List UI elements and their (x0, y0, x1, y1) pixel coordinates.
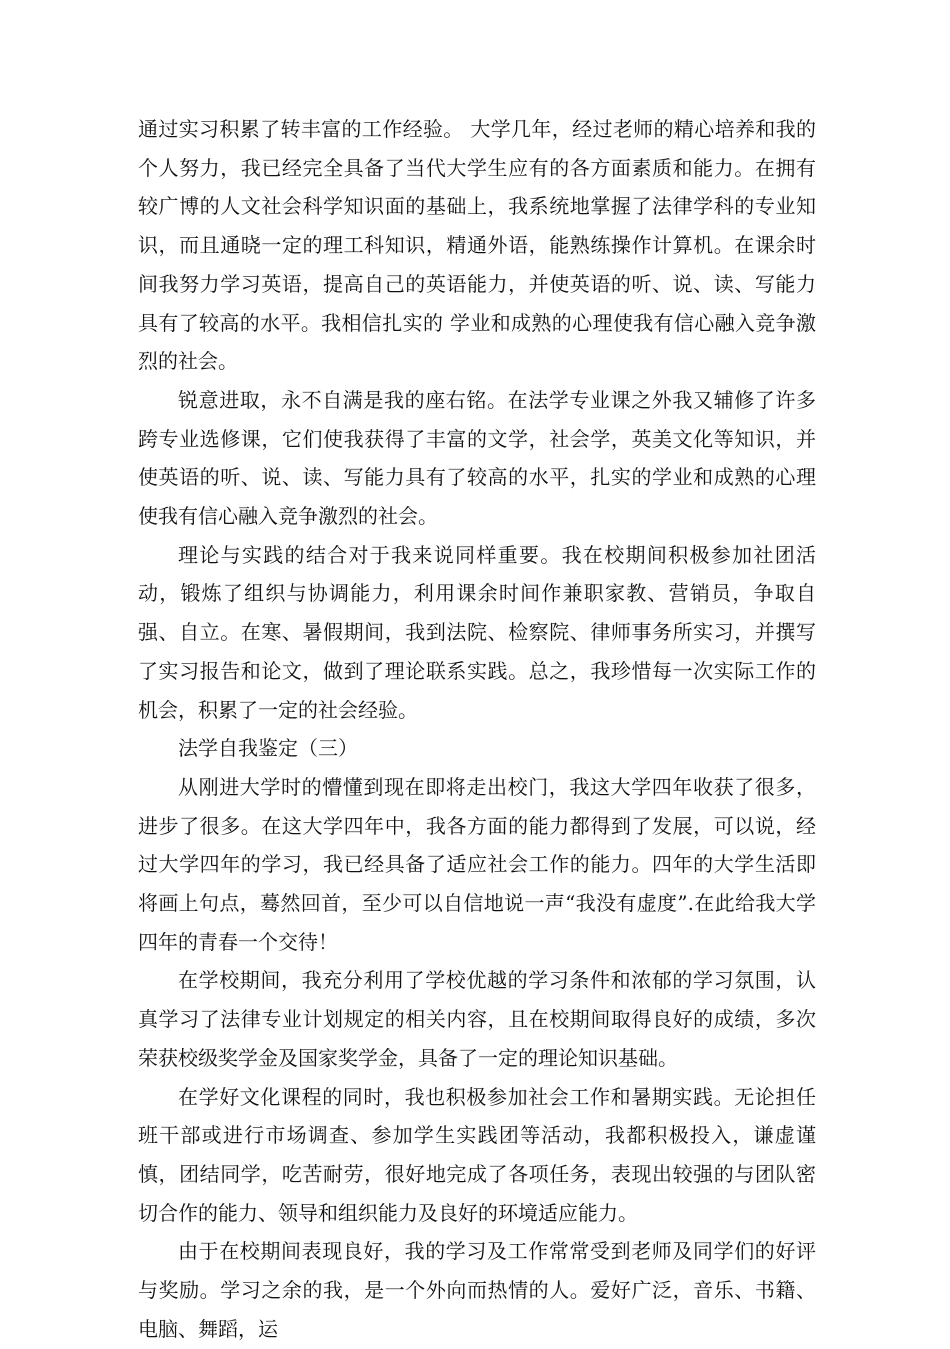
paragraph-5: 在学校期间，我充分利用了学校优越的学习条件和浓郁的学习氛围，认真学习了法律专业计划规定的相关内容，且在校期间取得良好的成绩，多次荣获校级奖学金及国家奖学金，具备了一定的理论知识基础。 (138, 968, 816, 1070)
paragraph-4: 从刚进大学时的懵懂到现在即将走出校门，我这大学四年收获了很多，进步了很多。在这大学四年中，我各方面的能力都得到了发展，可以说，经过大学四年的学习，我已经具备了适应社会工作的能力。四年的大学生活即将画上句点，蓦然回首，至少可以自信地说一声“我没有虚度”.在此给我大学四年的青春一个交待！ (138, 774, 816, 954)
section-heading: 法学自我鉴定（三） (178, 736, 358, 761)
paragraph-1: 通过实习积累了转丰富的工作经验。 大学几年，经过老师的精心培养和我的个人努力，我已经完全具备了当代大学生应有的各方面素质和能力。在拥有较广博的人文社会科学知识面的基础上，我系统地掌握了法律学科的专业知识，而且通晓一定的理工科知识，精通外语，能熟练操作计算机。在课余时间我努力学习英语，提高自己的英语能力，并使英语的听、说、读、写能力具有了较高的水平。我相信扎实的 学业和成熟的心理使我有信心融入竞争激烈的社会。 (138, 117, 816, 374)
document-body (138, 110, 816, 1349)
paragraph-2: 锐意进取，永不自满是我的座右铭。在法学专业课之外我又辅修了许多跨专业选修课，它们使我获得了丰富的文学，社会学，英美文化等知识，并使英语的听、说、读、写能力具有了较高的水平，扎实的学业和成熟的心理使我有信心融入竞争激烈的社会。 (138, 387, 816, 529)
paragraph-3: 理论与实践的结合对于我来说同样重要。我在校期间积极参加社团活动，锻炼了组织与协调能力，利用课余时间作兼职家教、营销员，争取自强、自立。在寒、暑假期间，我到法院、检察院、律师事务所实习，并撰写了实习报告和论文，做到了理论联系实践。总之，我珍惜每一次实际工作的机会，积累了一定的社会经验。 (138, 542, 816, 722)
paragraph-6: 在学好文化课程的同时，我也积极参加社会工作和暑期实践。无论担任班干部或进行市场调查、参加学生实践团等活动，我都积极投入，谦虚谨慎，团结同学，吃苦耐劳，很好地完成了各项任务，表现出较强的与团队密切合作的能力、领导和组织能力及良好的环境适应能力。 (138, 1084, 816, 1225)
paragraph-7: 由于在校期间表现良好，我的学习及工作常常受到老师及同学们的好评与奖励。学习之余的我，是一个外向而热情的人。爱好广泛，音乐、书籍、电脑、舞蹈，运 (138, 1239, 816, 1341)
